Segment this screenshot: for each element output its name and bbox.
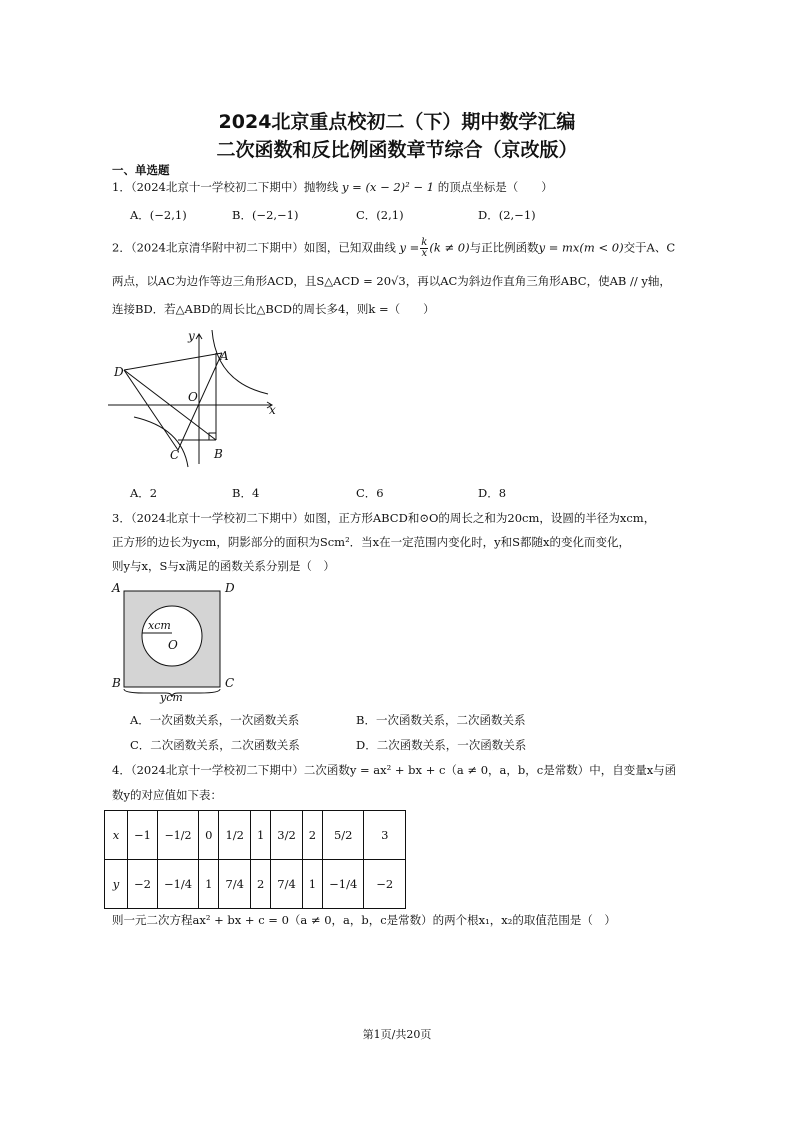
q2-seg3: 交于A、C [623,240,676,255]
q1-option-a: A．(−2,1) [130,208,187,222]
q4-x-cell: 3/2 [271,811,303,860]
q3-label-a: A [112,581,121,595]
q1-option-b: B．(−2,−1) [232,208,299,222]
q2-label-d: D [114,365,124,379]
q4-y-cell: 2 [250,860,270,909]
q4-x-cell: 3 [364,811,406,860]
q2-hyp-y: y = [399,240,420,255]
q4-y-cell: −2 [128,860,158,909]
q3-option-d: D．二次函数关系，一次函数关系 [356,738,527,752]
q4-x-cell: 2 [302,811,322,860]
q2-label-a: A [220,349,229,363]
q2-label-b: B [214,447,223,461]
q2-line3: 连接BD．若△ABD的周长比△BCD的周长多4，则k =（ ） [112,302,435,316]
q2-line1 [112,238,675,259]
q3-label-radius: xcm [148,619,171,632]
q3-number: 3． [112,511,131,525]
q4-y-cell: 1 [302,860,322,909]
q1-tail: 的顶点坐标是（ ） [437,180,553,194]
q4-number: 4． [112,763,131,777]
q3-source: （2024北京十一学校初二下期中） [130,511,304,525]
section-heading: 一、单选题 [112,163,170,177]
q2-seg2: 与正比例函数 [469,240,539,255]
q3-option-b: B．一次函数关系，二次函数关系 [356,713,526,727]
q2-segment-da [124,353,222,370]
q3-line3: 则y与x，S与x满足的函数关系分别是（ ） [112,559,335,573]
q2-number: 2． [112,240,131,255]
q3-label-o: O [168,638,178,652]
q4-y-cell: 1 [199,860,219,909]
q2-source: （2024北京清华附中初二下期中） [130,240,304,255]
doc-title-line2: 二次函数和反比例函数章节综合（京改版） [216,139,578,161]
q3-label-side: ycm [160,691,183,704]
q2-label-x: x [269,403,276,417]
q3-line2: 正方形的边长为ycm，阴影部分的面积为Scm²．当x在一定范围内变化时，y和S都随x的变化而变化， [112,535,631,549]
q4-y-cell: 7/4 [271,860,303,909]
q4-line1-text: 二次函数y = ax² + bx + c（a ≠ 0，a，b，c是常数）中，自变量x与函 [303,763,677,777]
q2-option-d: D．8 [478,486,507,500]
q4-source: （2024北京十一学校初二下期中） [130,763,304,777]
q3-label-d: D [225,581,235,595]
q2-label-y: y [188,329,195,343]
q2-label-c: C [170,448,180,462]
q2-seg1: 如图，已知双曲线 [303,240,396,255]
q3-figure [104,576,244,704]
q2-hyperbola-fraction [420,238,428,259]
q2-option-c: C．6 [356,486,384,500]
q2-hyp-k: k [421,237,428,248]
q4-x-frac-value: −1/2 [164,828,192,842]
q4-y-cell: −1/4 [157,860,198,909]
q4-y-cell: −1/4 [323,860,364,909]
q1-text: 抛物线 [303,180,339,194]
q2-hyp-cond: (k ≠ 0) [429,240,470,255]
q4-x-cell: −1 [128,811,158,860]
q4-x-cell: 0 [199,811,219,860]
q1-source: （2024北京十一学校初二下期中） [130,180,304,194]
q4-line2: 数y的对应值如下表： [112,788,222,802]
q4-line1 [112,762,676,778]
q1-number: 1． [112,180,131,194]
doc-title-line1: 2024北京重点校初二（下）期中数学汇编 [218,111,576,133]
q2-segment-ac [178,353,222,450]
q1-option-c: C．(2,1) [356,208,404,222]
q2-line2: 两点，以AC为边作等边三角形ACD，且S△ACD = 20√3，再以AC为斜边作直角三角形ABC，使AB // y轴， [112,274,671,288]
q3-circle [142,606,202,666]
q4-row-x-label: x [105,811,128,860]
q2-linear: y = mx(m < 0) [538,240,624,255]
q4-x-frac [165,828,192,843]
q1-stem [112,179,553,195]
q2-option-b: B．4 [232,486,260,500]
q4-x-cell: 5/2 [323,811,364,860]
q2-option-a: A．2 [130,486,158,500]
q1-formula: y = (x − 2)² − 1 [342,180,435,194]
q4-x-cell: 1/2 [219,811,251,860]
q4-y-cell: 7/4 [219,860,251,909]
q4-row-x [105,811,406,860]
q2-segment-dc [124,370,178,450]
q3-line1 [112,510,655,526]
q3-option-c: C．二次函数关系，二次函数关系 [130,738,300,752]
q4-x-cell [157,811,198,860]
q3-label-b: B [112,676,121,690]
page-footer: 第1页/共20页 [362,1028,432,1041]
q2-figure [104,322,294,470]
q4-y-cell: −2 [364,860,406,909]
q2-hyp-x: x [421,248,428,259]
q4-value-table [104,810,406,909]
q1-option-d: D．(2,−1) [478,208,536,222]
q4-line3: 则一元二次方程ax² + bx + c = 0（a ≠ 0，a，b，c是常数）的两个根x₁，x₂的取值范围是（ ） [112,913,616,927]
q3-option-a: A．一次函数关系，一次函数关系 [130,713,300,727]
q3-line1-text: 如图，正方形ABCD和⊙O的周长之和为20cm，设圆的半径为xcm， [303,511,656,525]
q4-row-y [105,860,406,909]
q3-label-c: C [225,676,235,690]
q4-row-y-label: y [105,860,128,909]
q2-label-o: O [188,390,198,404]
q4-x-cell: 1 [250,811,270,860]
